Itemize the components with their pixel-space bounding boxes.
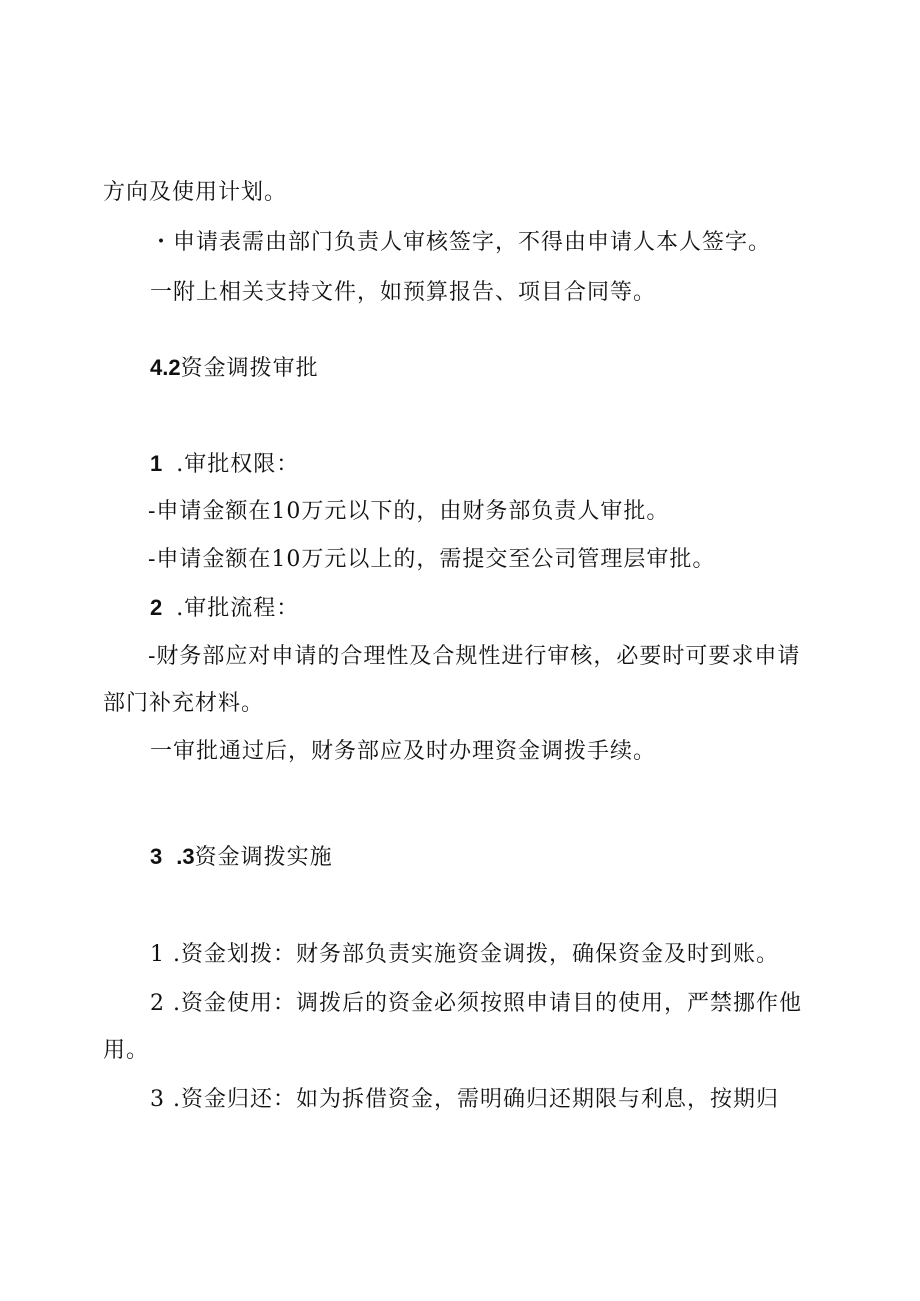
section-title: 资金调拨审批 xyxy=(180,356,319,381)
section-title: 资金调拨实施 xyxy=(194,845,333,870)
item-title: .审批流程： xyxy=(176,596,300,621)
list-item: 2 .资金使用：调拨后的资金必须按照申请目的使用，严禁挪作他 xyxy=(150,991,802,1016)
text-line: -申请金额在10万元以上的，需提交至公司管理层审批。 xyxy=(148,547,716,572)
item-number: 2 xyxy=(150,595,163,620)
section-heading-4-3 xyxy=(150,842,333,873)
list-item: 3 .资金归还：如为拆借资金，需明确归还期限与利息，按期归 xyxy=(150,1087,779,1112)
item-heading-2 xyxy=(150,593,299,624)
section-number: 4.2 xyxy=(150,355,181,380)
item-heading-1 xyxy=(150,449,299,480)
text-line: ・申请表需由部门负责人审核签字，不得由申请人本人签字。 xyxy=(150,230,772,255)
text-line: 部门补充材料。 xyxy=(103,691,265,716)
section-number: 3 xyxy=(150,844,163,869)
text-line: 用。 xyxy=(103,1038,150,1063)
text-line: 方向及使用计划。 xyxy=(103,180,288,205)
section-number: .3 xyxy=(176,844,195,869)
item-number: 1 xyxy=(150,451,163,476)
text-line: -申请金额在10万元以下的，由财务部负责人审批。 xyxy=(148,499,670,524)
text-line: 一审批通过后，财务部应及时办理资金调拨手续。 xyxy=(150,739,657,764)
item-title: .审批权限： xyxy=(176,452,300,477)
list-item: 1 .资金划拨：财务部负责实施资金调拨，确保资金及时到账。 xyxy=(150,942,779,967)
text-line: 一附上相关支持文件，如预算报告、项目合同等。 xyxy=(150,280,657,305)
text-line: -财务部应对申请的合理性及合规性进行审核，必要时可要求申请 xyxy=(148,644,801,669)
section-heading-4-2 xyxy=(150,353,319,384)
